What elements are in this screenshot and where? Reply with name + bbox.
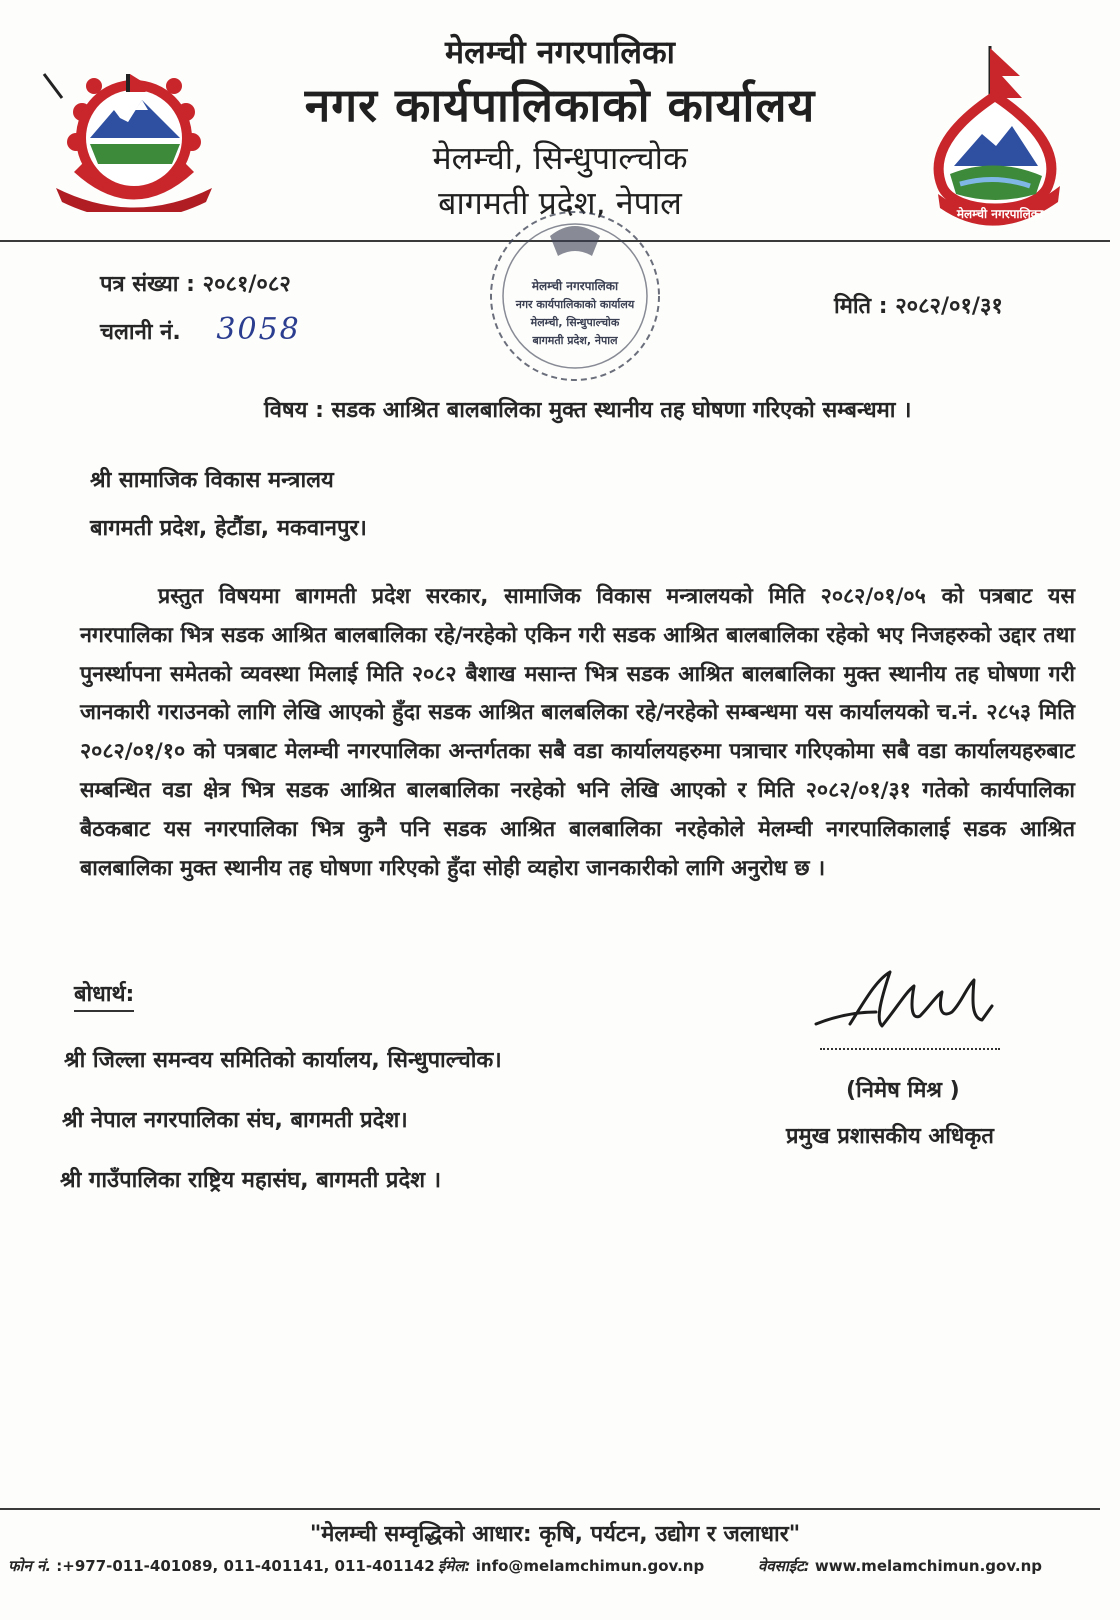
- website-value[interactable]: www.melamchimun.gov.np: [814, 1557, 1042, 1575]
- footer-motto: "मेलम्ची सम्वृद्धिको आधार: कृषि, पर्यटन, उद्योग र जलाधार": [309, 1522, 801, 1547]
- stamp-text-3: मेलम्ची, सिन्धुपाल्चोक: [530, 316, 620, 329]
- letter-date-value: २०८२/०१/३१: [895, 294, 1003, 319]
- letter-number: [100, 268, 291, 298]
- stamp-text-4: बागमती प्रदेश, नेपाल: [532, 334, 618, 347]
- letter-subject: विषय : सडक आश्रित बालबालिका मुक्त स्थानीय तह घोषणा गरिएको सम्बन्धमा ।: [264, 398, 912, 423]
- municipality-name: मेलम्ची नगरपालिका: [445, 33, 675, 71]
- stamp-text-1: मेलम्ची नगरपालिका: [531, 279, 619, 293]
- melamchi-municipality-logo-icon: [920, 36, 1070, 226]
- phone-value: :+977-011-401089, 011-401141, 011-401142: [56, 1557, 435, 1575]
- email-label: ईमेल:: [438, 1557, 471, 1575]
- signatory-title: प्रमुख प्रशासकीय अधिकृत: [786, 1124, 994, 1149]
- dispatch-number-value: 3058: [216, 312, 301, 347]
- stamp-text-2: नगर कार्यपालिकाको कार्यालय: [515, 298, 635, 311]
- letter-date: [834, 290, 1003, 320]
- province-country: बागमती प्रदेश, नेपाल: [438, 184, 682, 222]
- dispatch-number: [100, 312, 301, 347]
- dispatch-number-label: चलानी नं.: [100, 320, 181, 345]
- office-location: मेलम्ची, सिन्धुपाल्चोक: [432, 139, 688, 177]
- cc-recipient: श्री गाउँपालिका राष्ट्रिय महासंघ, बागमती प्रदेश ।: [60, 1168, 442, 1193]
- addressee-office: श्री सामाजिक विकास मन्त्रालय: [90, 468, 334, 493]
- footer-email: [438, 1556, 704, 1576]
- letter-body: प्रस्तुत विषयमा बागमती प्रदेश सरकार, सामाजिक विकास मन्त्रालयको मिति २०८२/०१/०५ को पत्रबाट यस नगरपालिका भित्र सडक आश्रित बालबालिका रहे/नरहेको एकिन गरी सडक आश्रित बालबालिका रहेको भए निजहरुको उद्दार तथा पुनर्स्थापना समेतको व्यवस्था मिलाई मिति २०८२ बैशाख मसान्त भित्र सडक आश्रित बालबालिका मुक्त स्थानीय तह घोषणा गरी जानकारी गराउनको लागि लेखि आएको हुँदा सडक आश्रित बालबलिका रहे/नरहेको सम्बन्धमा यस कार्यालयको च.नं. २८५३ मिति २०८२/०१/१० को पत्रबाट मेलम्ची नगरपालिका अन्तर्गतका सबै वडा कार्यालयहरुमा पत्राचार गरिएकोमा सबै वडा कार्यालयहरुबाट सम्बन्धित वडा क्षेत्र भित्र सडक आश्रित बालबालिका नरहेको भनि लेखि आएको र मिति २०८२/०१/३१ गतेको कार्यपालिका बैठकबाट यस नगरपालिका भित्र कुनै पनि सडक आश्रित बालबालिका नरहेकोले मेलम्ची नगरपालिकालाई सडक आश्रित बालबालिका मुक्त स्थानीय तह घोषणा गरिएको हुँदा सोही व्यहोरा जानकारीको लागि अनुरोध छ ।: [80, 584, 1075, 881]
- letter-number-value: २०८१/०८२: [202, 272, 291, 297]
- letter-date-label: मिति :: [834, 294, 888, 319]
- cc-recipient: श्री नेपाल नगरपालिका संघ, बागमती प्रदेश।: [62, 1108, 408, 1133]
- letter-number-label: पत्र संख्या :: [100, 272, 195, 297]
- footer-website: [758, 1556, 1042, 1576]
- nepal-emblem-icon: [34, 52, 234, 212]
- email-value[interactable]: info@melamchimun.gov.np: [475, 1557, 705, 1575]
- handwritten-signature: [806, 962, 1006, 1052]
- signatory-name: (निमेष मिश्र ): [846, 1078, 960, 1103]
- cc-heading: बोधार्थ:: [74, 978, 134, 1012]
- website-label: वेवसाईट:: [758, 1557, 810, 1575]
- right-logo-text: मेलम्ची नगरपालिका: [956, 207, 1044, 221]
- footer-phone: [8, 1556, 435, 1576]
- office-name: नगर कार्यपालिकाको कार्यालय: [304, 78, 816, 132]
- cc-recipient: श्री जिल्ला समन्वय समितिको कार्यालय, सिन्धुपाल्चोक।: [64, 1048, 502, 1073]
- office-seal-stamp: [460, 196, 690, 386]
- phone-label: फोन नं.: [8, 1557, 52, 1575]
- footer-rule: [0, 1508, 1100, 1510]
- addressee-location: बागमती प्रदेश, हेटौंडा, मकवानपुर।: [90, 516, 367, 541]
- signature-line: [820, 1048, 1000, 1050]
